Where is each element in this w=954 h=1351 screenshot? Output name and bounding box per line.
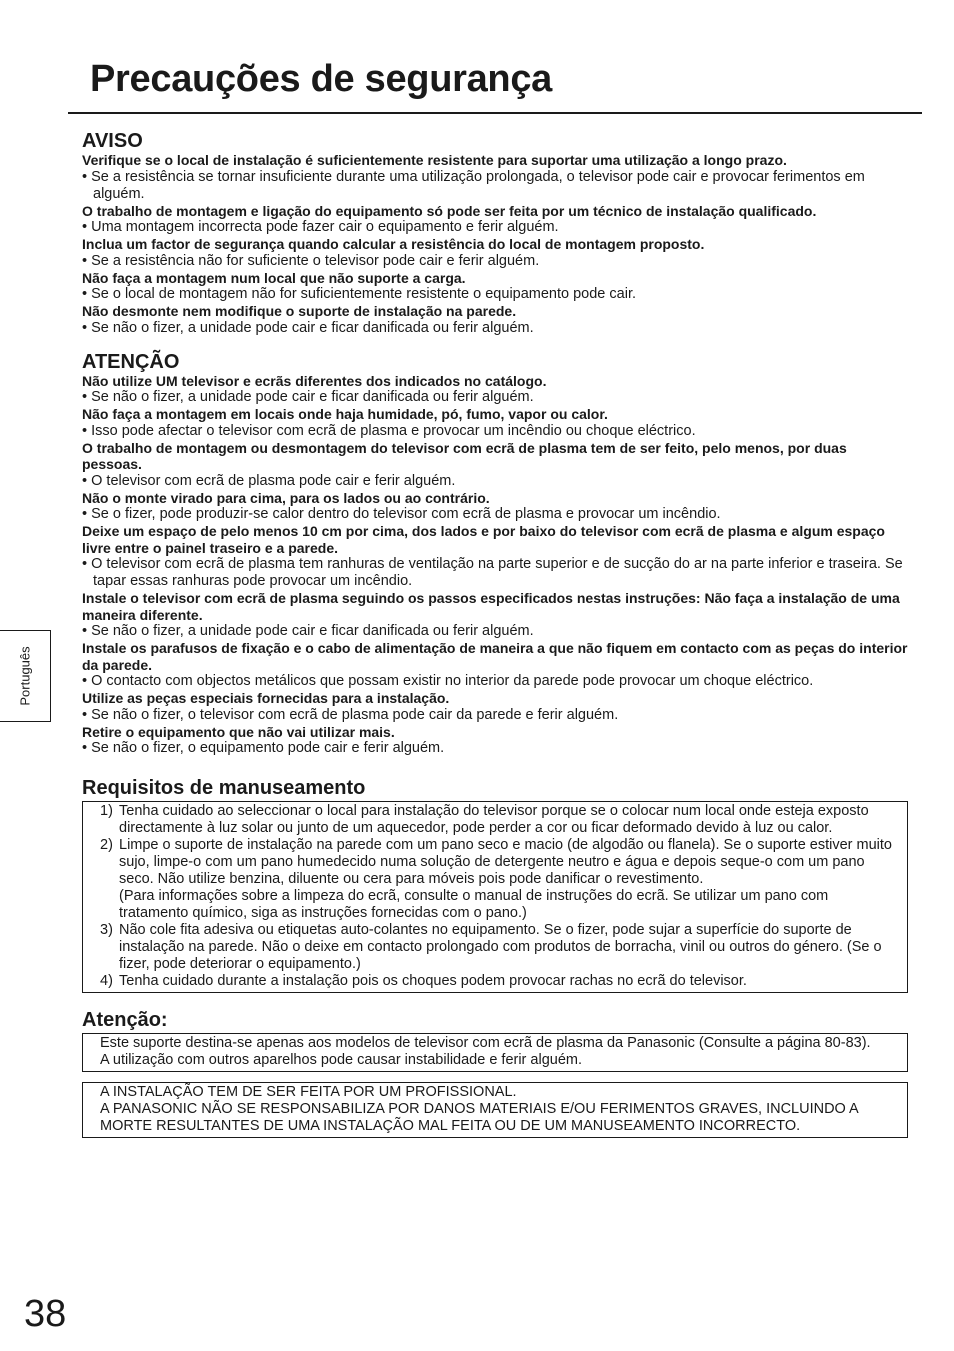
- professional-note-line: A INSTALAÇÃO TEM DE SER FEITA POR UM PROFISSIONAL.: [100, 1084, 517, 1100]
- title-divider: [68, 112, 922, 114]
- language-tab: [0, 630, 51, 722]
- atencao-list: [82, 373, 908, 758]
- warning-text: O trabalho de montagem ou desmontagem do televisor com ecrã de plasma tem de ser feito, pelo menos, por duas pessoas.: [82, 439, 847, 472]
- warning-text: Não faça a montagem num local que não suporte a carga.: [82, 269, 466, 286]
- warning-note: • Se não o fizer, o televisor com ecrã de plasma pode cair da parede e ferir alguém.: [82, 706, 619, 723]
- warning-note: • Uma montagem incorrecta pode fazer cair o equipamento e ferir alguém.: [82, 219, 559, 235]
- warning-text: Não utilize UM televisor e ecrãs diferentes dos indicados no catálogo.: [82, 372, 547, 389]
- atencao-section: [82, 351, 908, 758]
- requisito-text: Limpe o suporte de instalação na parede com um pano seco e macio (de algodão ou flanela). Se o suporte estiver muito sujo, limpe-o com um pano humedecido numa solução de detergente neutro e água e depois seque-o com um pano seco. Não utilize benzina, diluente ou cera para móveis pois pode danificar o revestimento.: [119, 837, 892, 887]
- warning-text: Não o monte virado para cima, para os lados ou ao contrário.: [82, 489, 490, 506]
- atencao-note-line: Este suporte destina-se apenas aos modelos de televisor com ecrã de plasma da Panasonic (Consulte a página 80-83).: [100, 1035, 871, 1051]
- warning-text: Instale o televisor com ecrã de plasma seguindo os passos especificados nestas instruções: Não faça a instalação de uma maneira diferente.: [82, 590, 900, 623]
- requisitos-list: [100, 803, 899, 990]
- warning-note: • Se a resistência se tornar insuficiente durante uma utilização prolongada, o televisor pode cair e provocar ferimentos em alguém.: [82, 168, 865, 202]
- requisito-text: Não cole fita adesiva ou etiquetas auto-colantes no equipamento. Se o fizer, pode sujar a superfície do suporte de instalação na parede. Não o deixe em contacto prolongado com produtos de borracha, vinil ou outros do género. (Se o fizer, pode deteriorar o equipamento.): [119, 922, 882, 972]
- requisito-extra: (Para informações sobre a limpeza do ecrã, consulte o manual de instruções do ecrã. Se utilizar um pano com tratamento químico, siga as instruções fornecidas com o pano.): [119, 888, 829, 921]
- atencao-note-line: A utilização com outros aparelhos pode causar instabilidade e ferir alguém.: [100, 1052, 582, 1068]
- warning-note: • Se a resistência não for suficiente o televisor pode cair e ferir alguém.: [82, 252, 540, 269]
- professional-note-section: [82, 1082, 908, 1138]
- requisito-number: 2): [100, 837, 113, 853]
- aviso-section: [82, 130, 908, 337]
- requisito-text-wrap: [119, 837, 899, 922]
- atencao-note-box: [82, 1033, 908, 1072]
- requisito-text-wrap: [119, 922, 899, 973]
- warning-note: • Se não o fizer, a unidade pode cair e ficar danificada ou ferir alguém.: [82, 389, 534, 405]
- language-tab-label: Português: [17, 646, 33, 706]
- warning-note: • Se não o fizer, a unidade pode cair e ficar danificada ou ferir alguém.: [82, 623, 534, 639]
- requisito-text-wrap: [119, 973, 899, 990]
- professional-note-box: [82, 1082, 908, 1138]
- warning-text: Não desmonte nem modifique o suporte de instalação na parede.: [82, 303, 517, 319]
- warning-note: • O contacto com objectos metálicos que possam existir no interior da parede pode provocar um choque eléctrico.: [82, 673, 814, 689]
- requisito-number: 3): [100, 922, 113, 938]
- warning-note: • Se o fizer, pode produzir-se calor dentro do televisor com ecrã de plasma e provocar um incêndio.: [82, 506, 721, 522]
- requisitos-box: [82, 801, 908, 993]
- warning-text: Não faça a montagem em locais onde haja humidade, pó, fumo, vapor ou calor.: [82, 406, 608, 422]
- main-content: [82, 130, 908, 1138]
- warning-note: • O televisor com ecrã de plasma pode cair e ferir alguém.: [82, 472, 456, 489]
- page-number: 38: [24, 1293, 67, 1335]
- page-title: Precauções de segurança: [90, 58, 553, 100]
- warning-note: • Se não o fizer, a unidade pode cair e ficar danificada ou ferir alguém.: [82, 319, 534, 336]
- warning-text: Deixe um espaço de pelo menos 10 cm por cima, dos lados e por baixo do televisor com ecrã de plasma e algum espaço livre entre o painel traseiro e a parede.: [82, 523, 885, 556]
- requisito-item: [100, 973, 899, 990]
- warning-text: Utilize as peças especiais fornecidas para a instalação.: [82, 690, 450, 706]
- warning-note: • Se não o fizer, o equipamento pode cair e ferir alguém.: [82, 740, 445, 756]
- warning-text: Instale os parafusos de fixação e o cabo de alimentação de maneira a que não fiquem em contacto com as peças do interior da parede.: [82, 640, 908, 673]
- atencao-note-section: [82, 1009, 908, 1072]
- requisito-number: 4): [100, 973, 113, 989]
- requisito-item: [100, 837, 899, 922]
- requisitos-section: [82, 777, 908, 993]
- requisito-number: 1): [100, 803, 113, 819]
- professional-note-line: A PANASONIC NÃO SE RESPONSABILIZA POR DANOS MATERIAIS E/OU FERIMENTOS GRAVES, INCLUINDO A MORTE RESULTANTES DE UMA INSTALAÇÃO MAL FEITA OU DE UM MANUSEAMENTO INCORRECTO.: [100, 1101, 858, 1134]
- warning-note: • O televisor com ecrã de plasma tem ranhuras de ventilação na parte superior e de sucção do ar na parte inferior e traseira. Se tapar essas ranhuras pode provocar um incêndio.: [82, 556, 903, 589]
- aviso-heading: AVISO: [82, 130, 143, 152]
- requisito-text-wrap: [119, 803, 899, 837]
- warning-note: • Se o local de montagem não for suficientemente resistente o equipamento pode cair.: [82, 286, 636, 302]
- aviso-list: [82, 152, 908, 337]
- requisitos-heading: Requisitos de manuseamento: [82, 777, 366, 799]
- warning-text: O trabalho de montagem e ligação do equipamento só pode ser feita por um técnico de instalação qualificado.: [82, 202, 817, 219]
- warning-text: Retire o equipamento que não vai utilizar mais.: [82, 723, 395, 740]
- requisito-text: Tenha cuidado ao seleccionar o local para instalação do televisor porque se o colocar num local onde esteja exposto directamente à luz solar ou junto de um aquecedor, pode perder a cor ou ficar deformado devido à luz ou calor.: [119, 803, 869, 836]
- warning-note: • Isso pode afectar o televisor com ecrã de plasma e provocar um incêndio ou choque eléctrico.: [82, 422, 696, 439]
- atencao-note-heading: Atenção:: [82, 1009, 168, 1031]
- requisito-item: [100, 803, 899, 837]
- warning-text: Inclua um factor de segurança quando calcular a resistência do local de montagem proposto.: [82, 236, 705, 252]
- atencao-heading: ATENÇÃO: [82, 350, 180, 373]
- requisito-text: Tenha cuidado durante a instalação pois os choques podem provocar rachas no ecrã do televisor.: [119, 973, 747, 989]
- warning-text: Verifique se o local de instalação é suficientemente resistente para suportar uma utilização a longo prazo.: [82, 152, 787, 168]
- requisito-item: [100, 922, 899, 973]
